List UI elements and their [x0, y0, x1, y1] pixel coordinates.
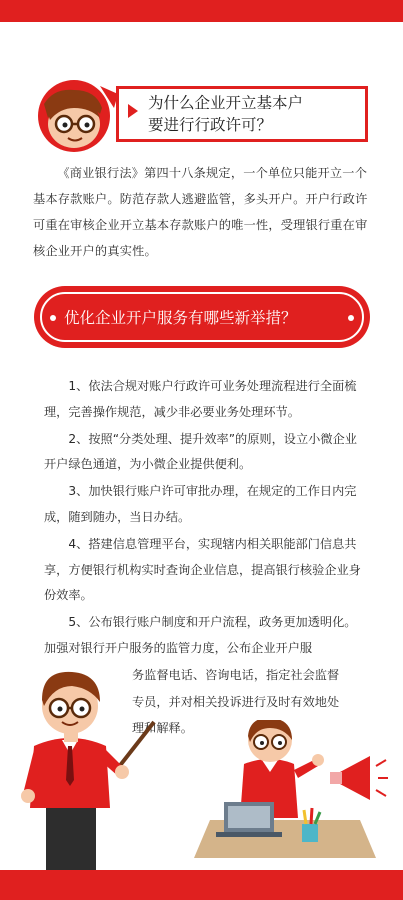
banner-dot-left	[50, 315, 56, 321]
section-title: 优化企业开户服务有哪些新举措？	[64, 309, 297, 327]
intro-paragraph: 《商业银行法》第四十八条规定，一个单位只能开立一个基本存款账户。防范存款人逃避监管，多头开户。开户行政许可重在审核企业开立基本存款账户的唯一性，受理银行重在审核企业开户的真实性。	[33, 166, 368, 258]
measure-item-5-cont-3: 理和解释。	[132, 721, 193, 736]
measure-item-5-cont-1: 务监督电话、咨询电话，指定社会监督	[132, 667, 340, 682]
question-arrow-icon	[128, 104, 138, 118]
measure-item-1: 1、依法合规对账户行政许可业务处理流程进行全面梳理，完善操作规范，减少非必要业务处理环节。	[44, 379, 357, 419]
measure-item-3: 3、加快银行账户许可审批办理，在规定的工作日内完成，随到随办，当日办结。	[44, 484, 357, 524]
megaphone-icon	[330, 756, 388, 800]
bottom-red-bar	[0, 870, 403, 900]
measure-item-2: 2、按照“分类处理、提升效率”的原则，设立小微企业开户绿色通道，为小微企业提供便利。	[44, 431, 357, 472]
measure-item-4: 4、搭建信息管理平台，实现辖内相关职能部门信息共享，方便银行机构实时查询企业信息，提高银行核验企业身份效率。	[44, 536, 361, 603]
measure-item-5: 5、公布银行账户制度和开户流程，政务更加透明化。加强对银行开户服务的监管力度，公布企业开户服	[44, 615, 357, 655]
question-title	[148, 92, 364, 136]
top-red-bar	[0, 0, 403, 22]
pointer-stick-icon	[118, 722, 154, 768]
question-line-1: 为什么企业开立基本户	[148, 94, 304, 112]
teacher-character-icon	[14, 650, 164, 872]
question-line-2: 要进行行政许可？	[148, 116, 273, 134]
measure-item-5-cont-2: 专员，并对相关投诉进行及时有效地处	[132, 694, 340, 709]
desk-character-icon	[190, 720, 390, 870]
banner-dot-right	[348, 315, 354, 321]
laptop-icon	[216, 802, 282, 837]
pencil-cup-icon	[302, 808, 320, 842]
cartoon-teacher-icon	[26, 74, 126, 154]
